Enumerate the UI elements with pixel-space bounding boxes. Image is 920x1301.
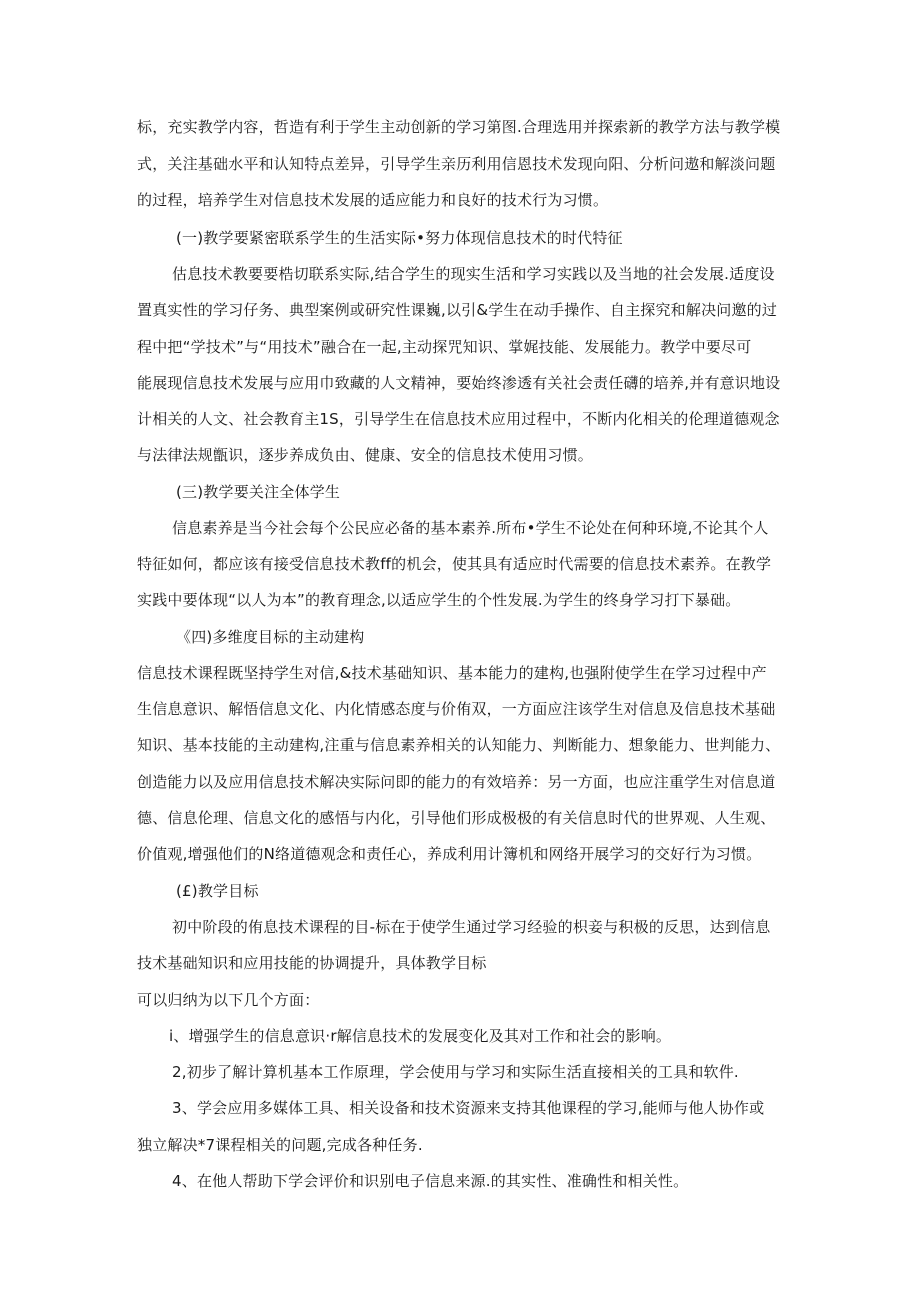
text-line: 与法律法规甑识，逐步养成负由、健康、安全的信息技术使用习惯。 [137, 446, 594, 464]
list-item: 3、学会应用多媒体工具、相关设备和技术资源来支持其他课程的学习,能师与他人协作或 [172, 1099, 765, 1117]
text-line: 独立解决*7课程相关的问题,完成各种任务. [137, 1136, 423, 1154]
list-item: 2,初步了解计算机基本工作原理，学会使用与学习和实际生活直接相关的工具和软件. [172, 1063, 739, 1081]
text-line: 信息技术课程既坚持学生对信,&技术基础知识、基本能力的建构,也强附使学生在学习过程中产 [137, 664, 767, 682]
text-line: 德、信息伦理、信息文化的感悟与内化，引导他们形成极极的有关信息时代的世界观、人生观、 [137, 809, 776, 827]
text-line: 创造能力以及应用信息技术解决实际问即的能力的有效培养：另一方面，也应注重学生对信息道 [137, 773, 776, 791]
text-line: 程中把“学技术”与“用技术”融合在一起,主动探咒知识、掌娓技能、发展能力。教学中要尽可 [137, 338, 752, 356]
text-line: 标，充实教学内容，哲造有利于学生主动创新的学习第图.合理选用并探索新的教学方法与教学模 [137, 118, 781, 136]
text-line: 估息技术教要要梏切联系实际,结合学生的现实生活和学习实践以及当地的社会发展.适度设 [172, 265, 775, 283]
section-heading: 《四)多维度目标的主动建构 [176, 628, 365, 646]
text-line: 的过程，培养学生对信息技术发展的适应能力和良好的技术行为习惯。 [137, 191, 609, 209]
text-line: 技术基础知识和应用技能的协调提升，具体教学目标 [137, 954, 487, 972]
text-line: 知识、基本技能的主动建构,注重与信息素养相关的认知能力、判断能力、想象能力、世判能力、 [137, 736, 781, 754]
section-heading: (三)教学要关注全体学生 [176, 483, 341, 501]
text-line: 信息素养是当今社会每个公民应必备的基本素养.所布•学生不论处在何种环境,不论其个人 [172, 519, 769, 537]
text-line: 生信息意识、解悟信息文化、内化情感态度与价侑双，一方面应注该学生对信息及信息技术基础 [137, 700, 776, 718]
text-line: 特征如何，都应该有接受信息技术教ff的机会，使其具有适应时代需要的信息技术素养。在教学 [137, 555, 772, 573]
text-line: 实践中要体现“以人为本”的教育理念,以适应学生的个性发展.为学生的终身学习打下暴础。 [137, 591, 741, 609]
section-heading: (£)教学目标 [176, 882, 259, 900]
list-item: i、增强学生的信息意识·r解信息技术的发展变化及其对工作和社会的影响。 [169, 1027, 672, 1045]
text-line: 计相关的人文、社会教育主1S，引导学生在信息技术应用过程中，不断内化相关的伦理道德观念 [137, 410, 780, 428]
text-line: 置真实性的学习仔务、典型案例或研究性课巍,以引&学生在动手操作、自主探究和解决问邀的过 [137, 301, 778, 319]
section-heading: (一)教学要紧密联系学生的生活实际•努力体现信息技术的时代特征 [176, 229, 623, 247]
text-line: 初中阶段的侑息技术课程的目-标在于使学生通过学习经验的枳妾与积极的反思，达到信息 [172, 918, 771, 936]
text-line: 式，关注基础水平和认知特点差异，引导学生亲历利用信恩技术发现向阳、分析问遨和解淡问题 [137, 155, 776, 173]
text-line: 价值观,增强他们的N络道德观念和责任心，养成利用计簿机和网络开展学习的交好行为习惯。 [137, 845, 762, 863]
text-line: 可以归纳为以下几个方面： [137, 991, 320, 1009]
list-item: 4、在他人帮助下学会评价和识别电子信息来源.的其实性、准确性和相关性。 [172, 1172, 689, 1190]
text-line: 能展现信息技术发展与应用巾致藏的人文精神，要始终渗透有关社会责任礴的培养,并有意识地设 [137, 374, 781, 392]
